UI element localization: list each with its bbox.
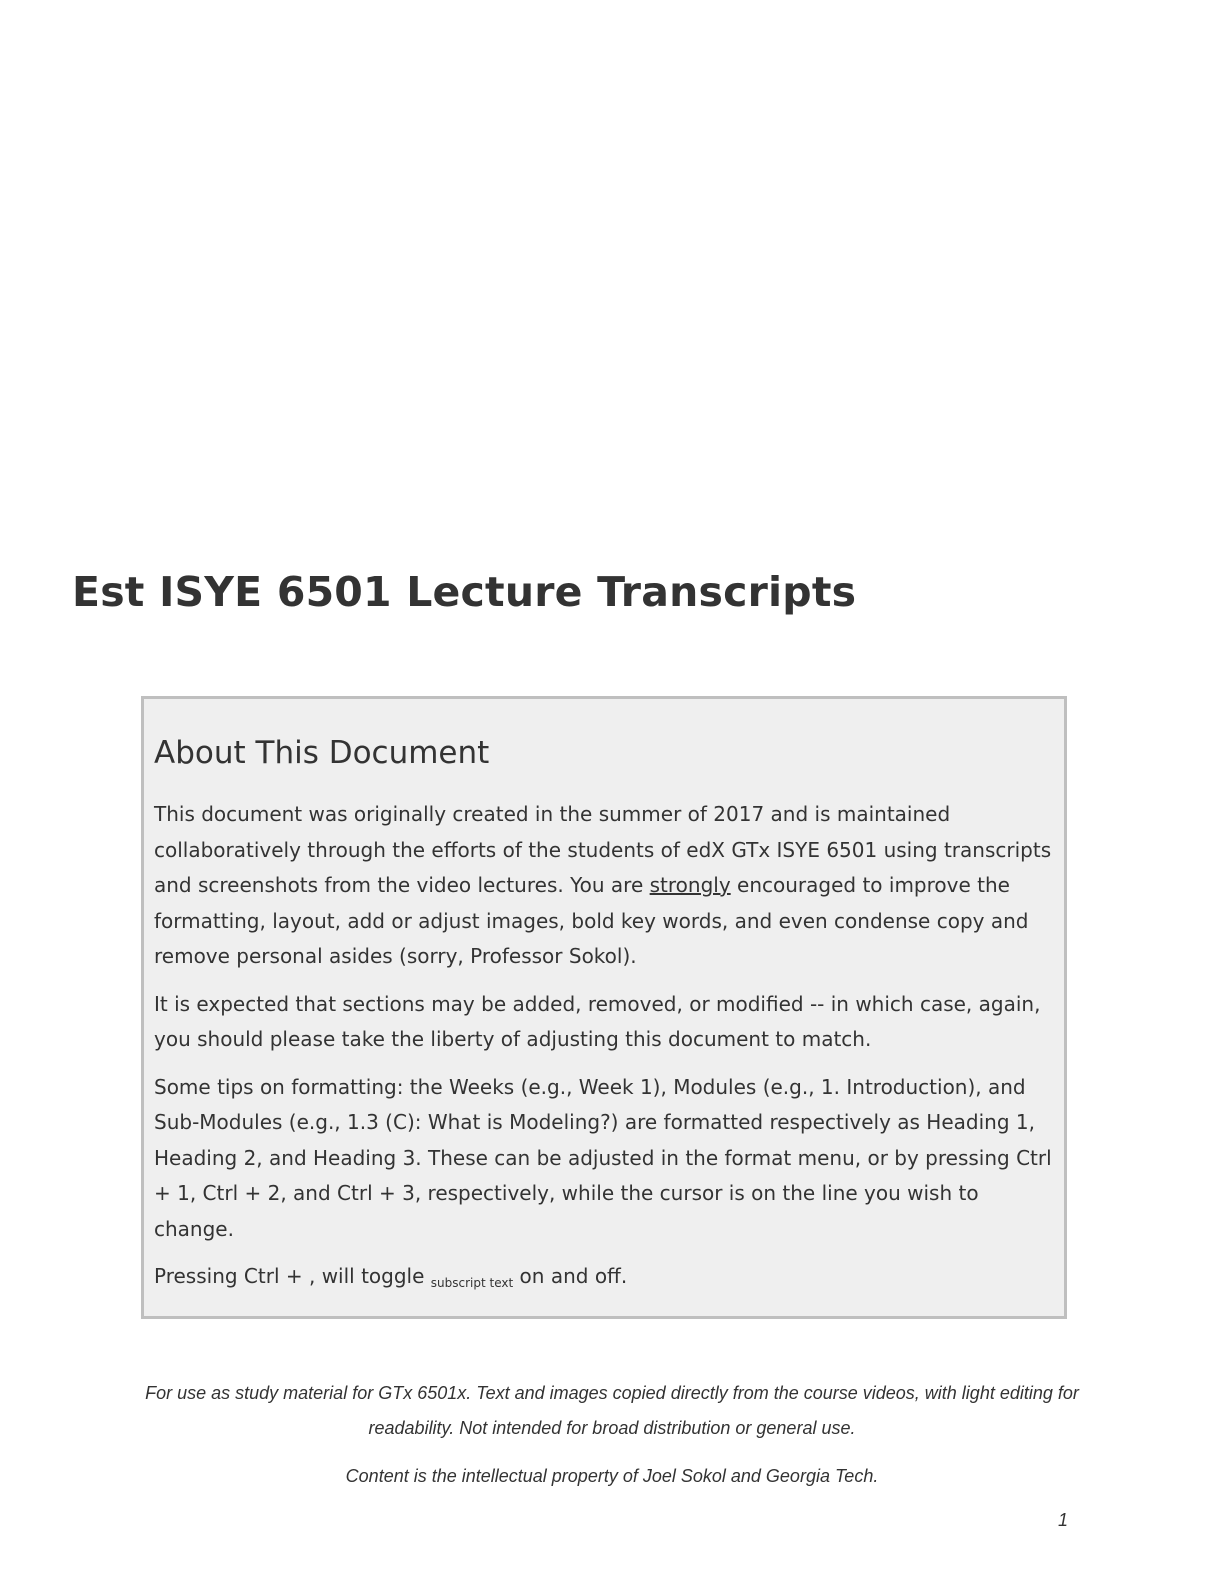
footer-usage-note: For use as study material for GTx 6501x. Text and images copied directly from the course videos, with light editing for readability. Not intended for broad distribution or general use.	[145, 1383, 1079, 1438]
page-title: Est ISYE 6501 Lecture Transcripts	[72, 568, 857, 616]
about-paragraph-origin-end: encouraged to improve the formatting, layout, add or adjust images, bold key words, and even condense copy and remove personal asides (sorry, Professor Sokol).	[154, 873, 1029, 968]
about-paragraph-origin	[154, 797, 1054, 975]
about-document-box	[141, 696, 1067, 1319]
page-number: 1	[1057, 1510, 1068, 1530]
about-paragraph-origin-start: This document was originally created in the summer of 2017 and is maintained collaboratively through the efforts of the students of edX GTx ISYE 6501 using transcripts and screenshots from the video lectures. You are	[154, 802, 1052, 897]
about-paragraph-subscript	[154, 1259, 1054, 1302]
about-heading: About This Document	[154, 735, 490, 771]
subscript-sample: subscript text	[430, 1276, 514, 1290]
strongly-emphasis: strongly	[649, 873, 731, 897]
about-paragraph-formatting-tips: Some tips on formatting: the Weeks (e.g., Week 1), Modules (e.g., 1. Introduction), and Sub-Modules (e.g., 1.3 (C): What is Modeling?) are formatted respectively as Heading 1, Heading 2, and Heading 3. These can be adjusted in the format menu, or by pressing Ctrl + 1, Ctrl + 2, and Ctrl + 3, respectively, while the cursor is on the line you wish to change.	[154, 1074, 1052, 1241]
about-paragraph-sections: It is expected that sections may be added, removed, or modified -- in which case, again, you should please take the liberty of adjusting this document to match.	[154, 991, 1041, 1051]
subscript-tip-end: on and off.	[513, 1264, 628, 1288]
subscript-tip-start: Pressing Ctrl + , will toggle	[154, 1264, 431, 1288]
footer-copyright-note: Content is the intellectual property of Joel Sokol and Georgia Tech.	[345, 1466, 879, 1486]
